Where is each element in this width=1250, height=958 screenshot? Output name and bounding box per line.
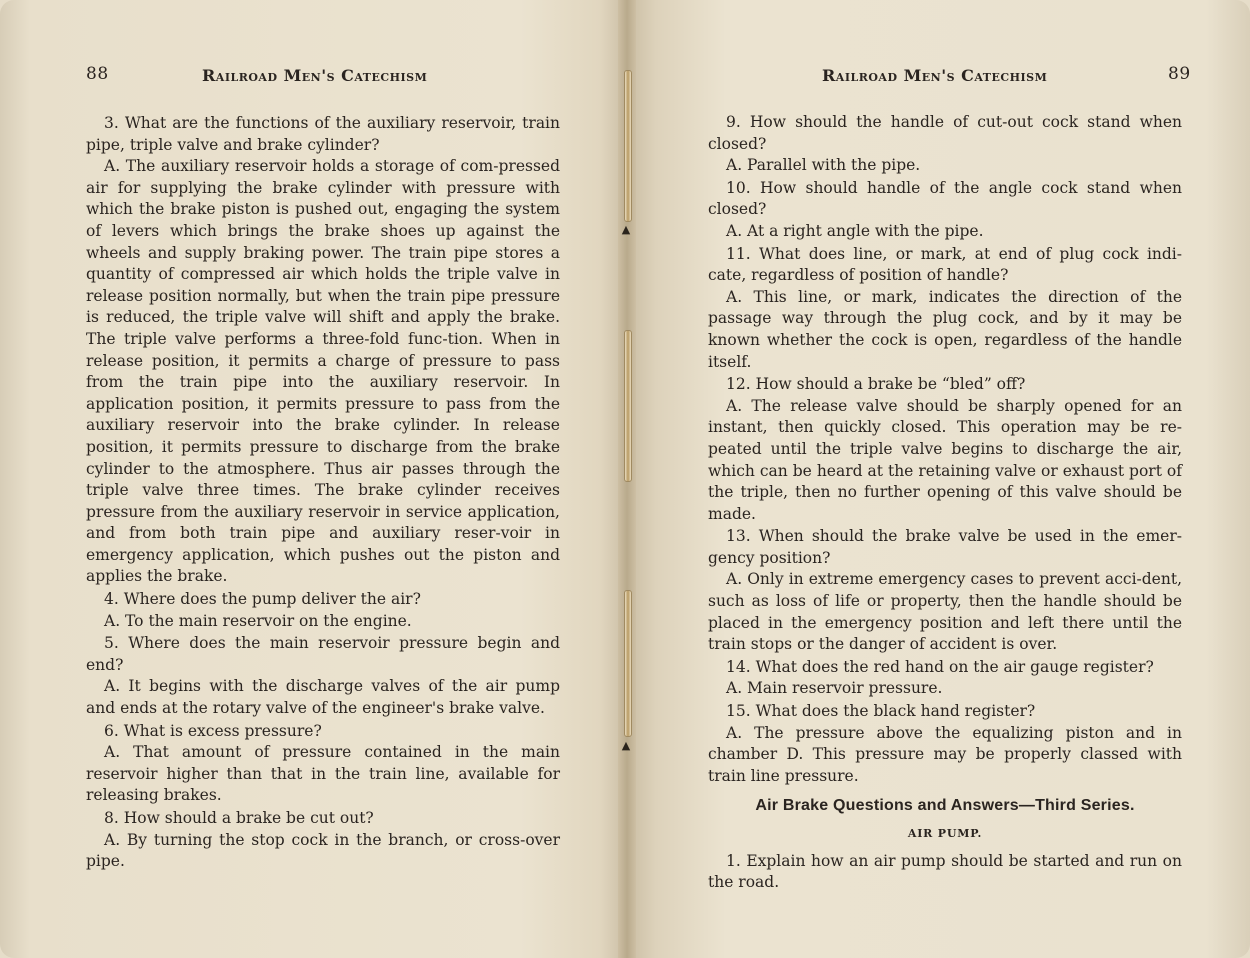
section-heading: Air Brake Questions and Answers—Third Series. [755, 797, 1135, 815]
binding-thread [624, 590, 632, 737]
question-paragraph: 12. How should a brake be “bled” off? [726, 375, 1026, 394]
answer-paragraph: A. Only in extreme emergency cases to prevent acci-dent, such as loss of life or property, then the handle should be placed in the emergency position and left there until the train stops or the danger of accident is over. [708, 570, 1182, 654]
answer-paragraph: A. The pressure above the equalizing piston and in chamber D. This pressure may be properly classed with train line pressure. [708, 723, 1182, 785]
answer-paragraph: A. Parallel with the pipe. [726, 156, 921, 175]
right-page [626, 0, 1250, 958]
binding-stitch: ▲ [621, 739, 631, 752]
binding-thread [624, 330, 632, 482]
left-running-head: Railroad Men's Catechism [202, 66, 428, 85]
left-page-number: 88 [86, 64, 109, 84]
answer-paragraph: A. It begins with the discharge valves of the air pump and ends at the rotary valve of the engineer's brake valve. [86, 677, 560, 718]
question-paragraph: 11. What does line, or mark, at end of plug cock indi-cate, regardless of position of handle? [708, 244, 1182, 285]
answer-paragraph: A. Main reservoir pressure. [726, 679, 943, 698]
question-paragraph: 14. What does the red hand on the air gauge register? [726, 657, 1154, 676]
right-page-header [708, 64, 1191, 90]
answer-paragraph: A. By turning the stop cock in the branch, or cross-over pipe. [86, 830, 560, 871]
answer-paragraph: A. To the main reservoir on the engine. [104, 611, 412, 630]
left-page-header [86, 64, 566, 90]
right-running-head: Railroad Men's Catechism [822, 66, 1048, 85]
question-paragraph: 1. Explain how an air pump should be started and run on the road. [708, 851, 1182, 892]
binding-stitch: ▲ [621, 223, 631, 236]
right-page-number: 89 [1168, 64, 1191, 84]
question-paragraph: 15. What does the black hand register? [726, 702, 1036, 721]
question-paragraph: 13. When should the brake valve be used in the emer-gency position? [708, 527, 1182, 567]
right-qa-list [708, 112, 1182, 787]
question-paragraph: 5. Where does the main reservoir pressure begin and end? [86, 634, 560, 674]
answer-paragraph: A. That amount of pressure contained in the main reservoir higher than that in the train line, available for releasing brakes. [86, 743, 560, 805]
question-paragraph: 9. How should the handle of cut-out cock stand when closed? [708, 113, 1182, 153]
answer-paragraph: A. The release valve should be sharply opened for an instant, then quickly closed. This operation may be re-peated until the triple valve begins to discharge the air, which can be heard at the retaining valve or exhaust port of the triple, then no further opening of this valve should be made. [708, 396, 1182, 523]
question-paragraph: 3. What are the functions of the auxiliary reservoir, train pipe, triple valve and brake cylinder? [86, 114, 560, 154]
question-paragraph: 10. How should handle of the angle cock stand when closed? [708, 178, 1182, 219]
answer-paragraph: A. This line, or mark, indicates the direction of the passage way through the plug cock, and by it may be known whether the cock is open, regardless of the handle itself. [708, 287, 1182, 371]
left-page-text [86, 112, 560, 873]
answer-paragraph: A. At a right angle with the pipe. [726, 221, 984, 240]
subsection-heading: AIR PUMP. [907, 827, 983, 840]
question-paragraph: 4. Where does the pump deliver the air? [104, 590, 421, 609]
binding-thread [624, 70, 632, 222]
question-paragraph: 6. What is excess pressure? [104, 721, 322, 740]
right-after-heading-list [708, 851, 1182, 894]
answer-paragraph: A. The auxiliary reservoir holds a storage of com-pressed air for supplying the brake cylinder with pressure with which the brake piston is pushed out, engaging the system of levers which brings the brake shoes up against the wheels and supply braking power. The train pipe stores a quantity of compressed air which holds the triple valve in release position normally, but when the train pipe pressure is reduced, the triple valve will shift and apply the brake. The triple valve performs a three-fold func-tion. When in release position, it permits a charge of pressure to pass from the train pipe into the auxiliary reservoir. In application position, it permits pressure to pass from the auxiliary reservoir into the brake cylinder. In release position, it permits pressure to discharge from the brake cylinder to the atmosphere. Thus air passes through the triple valve three times. The brake cylinder receives pressure from the auxiliary reservoir in service application, and from both train pipe and auxiliary reser-voir in emergency application, which pushes out the piston and applies the brake. [86, 157, 560, 586]
right-page-text [708, 111, 1182, 894]
question-paragraph: 8. How should a brake be cut out? [104, 809, 374, 827]
